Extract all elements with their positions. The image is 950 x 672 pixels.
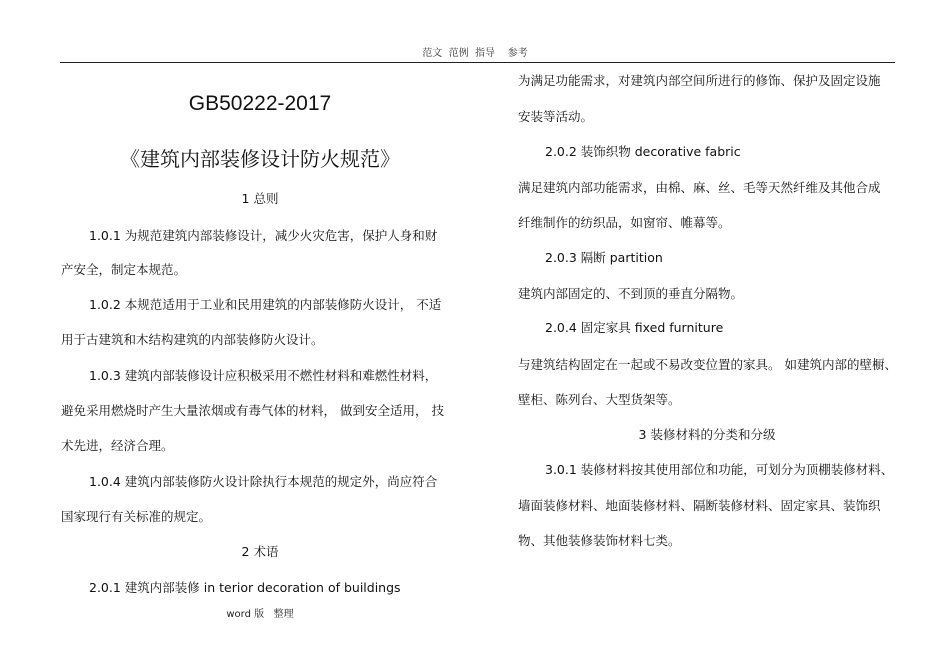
page-footer: word 版 整理 [226, 609, 294, 620]
clause-3-0-1-line-2: 墙面装修材料、地面装修材料、隔断装修材料、固定家具、装饰织 [518, 498, 881, 513]
term-2-0-3-definition: 建筑内部固定的、不到顶的垂直分隔物。 [518, 286, 744, 301]
section-2-heading: 2 术语 [241, 544, 279, 559]
clause-1-0-1-line-1: 1.0.1 为规范建筑内部装修设计，减少火灾危害，保护人身和财 [89, 228, 438, 243]
standard-code: GB50222-2017 [188, 92, 332, 115]
clause-1-0-4-line-1: 1.0.4 建筑内部装修防火设计除执行本规范的规定外，尚应符合 [89, 474, 438, 489]
clause-1-0-3-line-3: 术先进，经济合理。 [61, 438, 174, 453]
term-2-0-4-definition-line-2: 壁柜、陈列台、大型货架等。 [518, 392, 681, 407]
term-2-0-1-definition-line-1: 为满足功能需求，对建筑内部空间所进行的修饰、保护及固定设施 [518, 73, 881, 88]
term-2-0-2-definition-line-2: 纤维制作的纺织品，如窗帘、帷幕等。 [518, 215, 731, 230]
section-1-heading: 1 总则 [241, 191, 279, 206]
term-2-0-4-heading: 2.0.4 固定家具 fixed furniture [545, 320, 724, 335]
page-header: 范文 范例 指导 参考 [422, 48, 528, 59]
clause-1-0-1-line-2: 产安全，制定本规范。 [61, 262, 187, 277]
section-3-heading: 3 装修材料的分类和分级 [638, 427, 776, 442]
document-title: 《建筑内部装修设计防火规范》 [120, 147, 400, 171]
term-2-0-2-definition-line-1: 满足建筑内部功能需求，由棉、麻、丝、毛等天然纤维及其他合成 [518, 180, 881, 195]
clause-1-0-2-line-2: 用于古建筑和木结构建筑的内部装修防火设计。 [61, 332, 324, 347]
term-2-0-1-heading: 2.0.1 建筑内部装修 in terior decoration of buildings [89, 580, 401, 595]
term-2-0-1-definition-line-2: 安装等活动。 [518, 109, 594, 124]
term-2-0-4-definition-line-1: 与建筑结构固定在一起或不易改变位置的家具。 如建筑内部的壁橱、 [518, 357, 897, 372]
clause-1-0-3-line-1: 1.0.3 建筑内部装修设计应积极采用不燃性材料和难燃性材料， [89, 368, 438, 383]
clause-3-0-1-line-1: 3.0.1 装修材料按其使用部位和功能，可划分为顶棚装修材料、 [545, 462, 894, 477]
clause-1-0-3-line-2: 避免采用燃烧时产生大量浓烟或有毒气体的材料， 做到安全适用， 技 [61, 403, 444, 418]
term-2-0-2-heading: 2.0.2 装饰织物 decorative fabric [545, 144, 741, 159]
term-2-0-3-heading: 2.0.3 隔断 partition [545, 250, 663, 265]
header-divider [60, 62, 895, 63]
clause-1-0-4-line-2: 国家现行有关标准的规定。 [61, 509, 212, 524]
clause-1-0-2-line-1: 1.0.2 本规范适用于工业和民用建筑的内部装修防火设计， 不适 [89, 297, 442, 312]
clause-3-0-1-line-3: 物、其他装修装饰材料七类。 [518, 533, 681, 548]
